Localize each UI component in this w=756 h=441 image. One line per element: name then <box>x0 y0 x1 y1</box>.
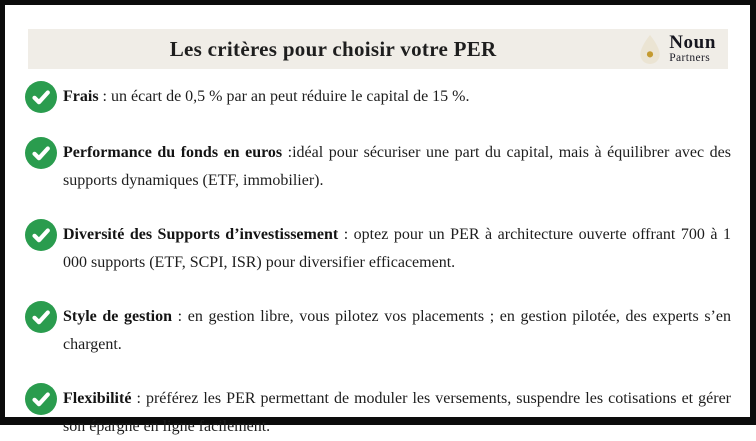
criterion-body: : un écart de 0,5 % par an peut réduire le capital de 15 %. <box>98 88 470 105</box>
criterion-label: Frais <box>63 88 99 105</box>
criterion-item-flexibilite <box>25 385 731 441</box>
droplet-icon <box>638 34 662 65</box>
criterion-label: Performance du fonds en euros <box>63 144 283 161</box>
check-icon <box>25 301 57 333</box>
criterion-text <box>63 385 731 441</box>
criterion-label: Style de gestion <box>63 308 173 325</box>
criterion-text <box>63 139 731 195</box>
criterion-body: :idéal pour sécuriser une part du capital, mais à équilibrer avec des supports dynamiques (ETF, immobilier). <box>63 144 731 189</box>
criterion-item-style-gestion <box>25 303 731 359</box>
logo-subname: Partners <box>669 52 711 65</box>
header-bar <box>28 29 728 69</box>
page-title: Les critères pour choisir votre PER <box>169 36 497 61</box>
check-icon <box>25 137 57 169</box>
criterion-label: Flexibilité <box>63 390 132 407</box>
criterion-label: Diversité des Supports d’investissement <box>63 226 339 243</box>
criterion-body: : optez pour un PER à architecture ouverte offrant 700 à 1 000 supports (ETF, SCPI, ISR) pour diversifier efficacement. <box>63 226 732 271</box>
criterion-body: : préférez les PER permettant de moduler les versements, suspendre les cotisations et gérer son épargne en ligne facilement. <box>63 390 731 435</box>
criterion-text <box>63 303 731 359</box>
criteria-list <box>25 83 731 441</box>
noun-partners-logo <box>638 33 728 65</box>
criterion-item-frais <box>25 83 731 113</box>
criterion-item-diversite <box>25 221 731 277</box>
droplet-shape <box>641 34 660 63</box>
logo-text <box>669 33 716 65</box>
criterion-item-performance <box>25 139 731 195</box>
check-icon <box>25 383 57 415</box>
criterion-body: : en gestion libre, vous pilotez vos placements ; en gestion pilotée, des experts s’en chargent. <box>63 308 731 353</box>
criterion-text <box>63 221 731 277</box>
droplet-dot <box>647 51 653 57</box>
criterion-text <box>63 83 470 111</box>
check-icon <box>25 219 57 251</box>
check-icon <box>25 81 57 113</box>
logo-name: Noun <box>669 32 716 54</box>
